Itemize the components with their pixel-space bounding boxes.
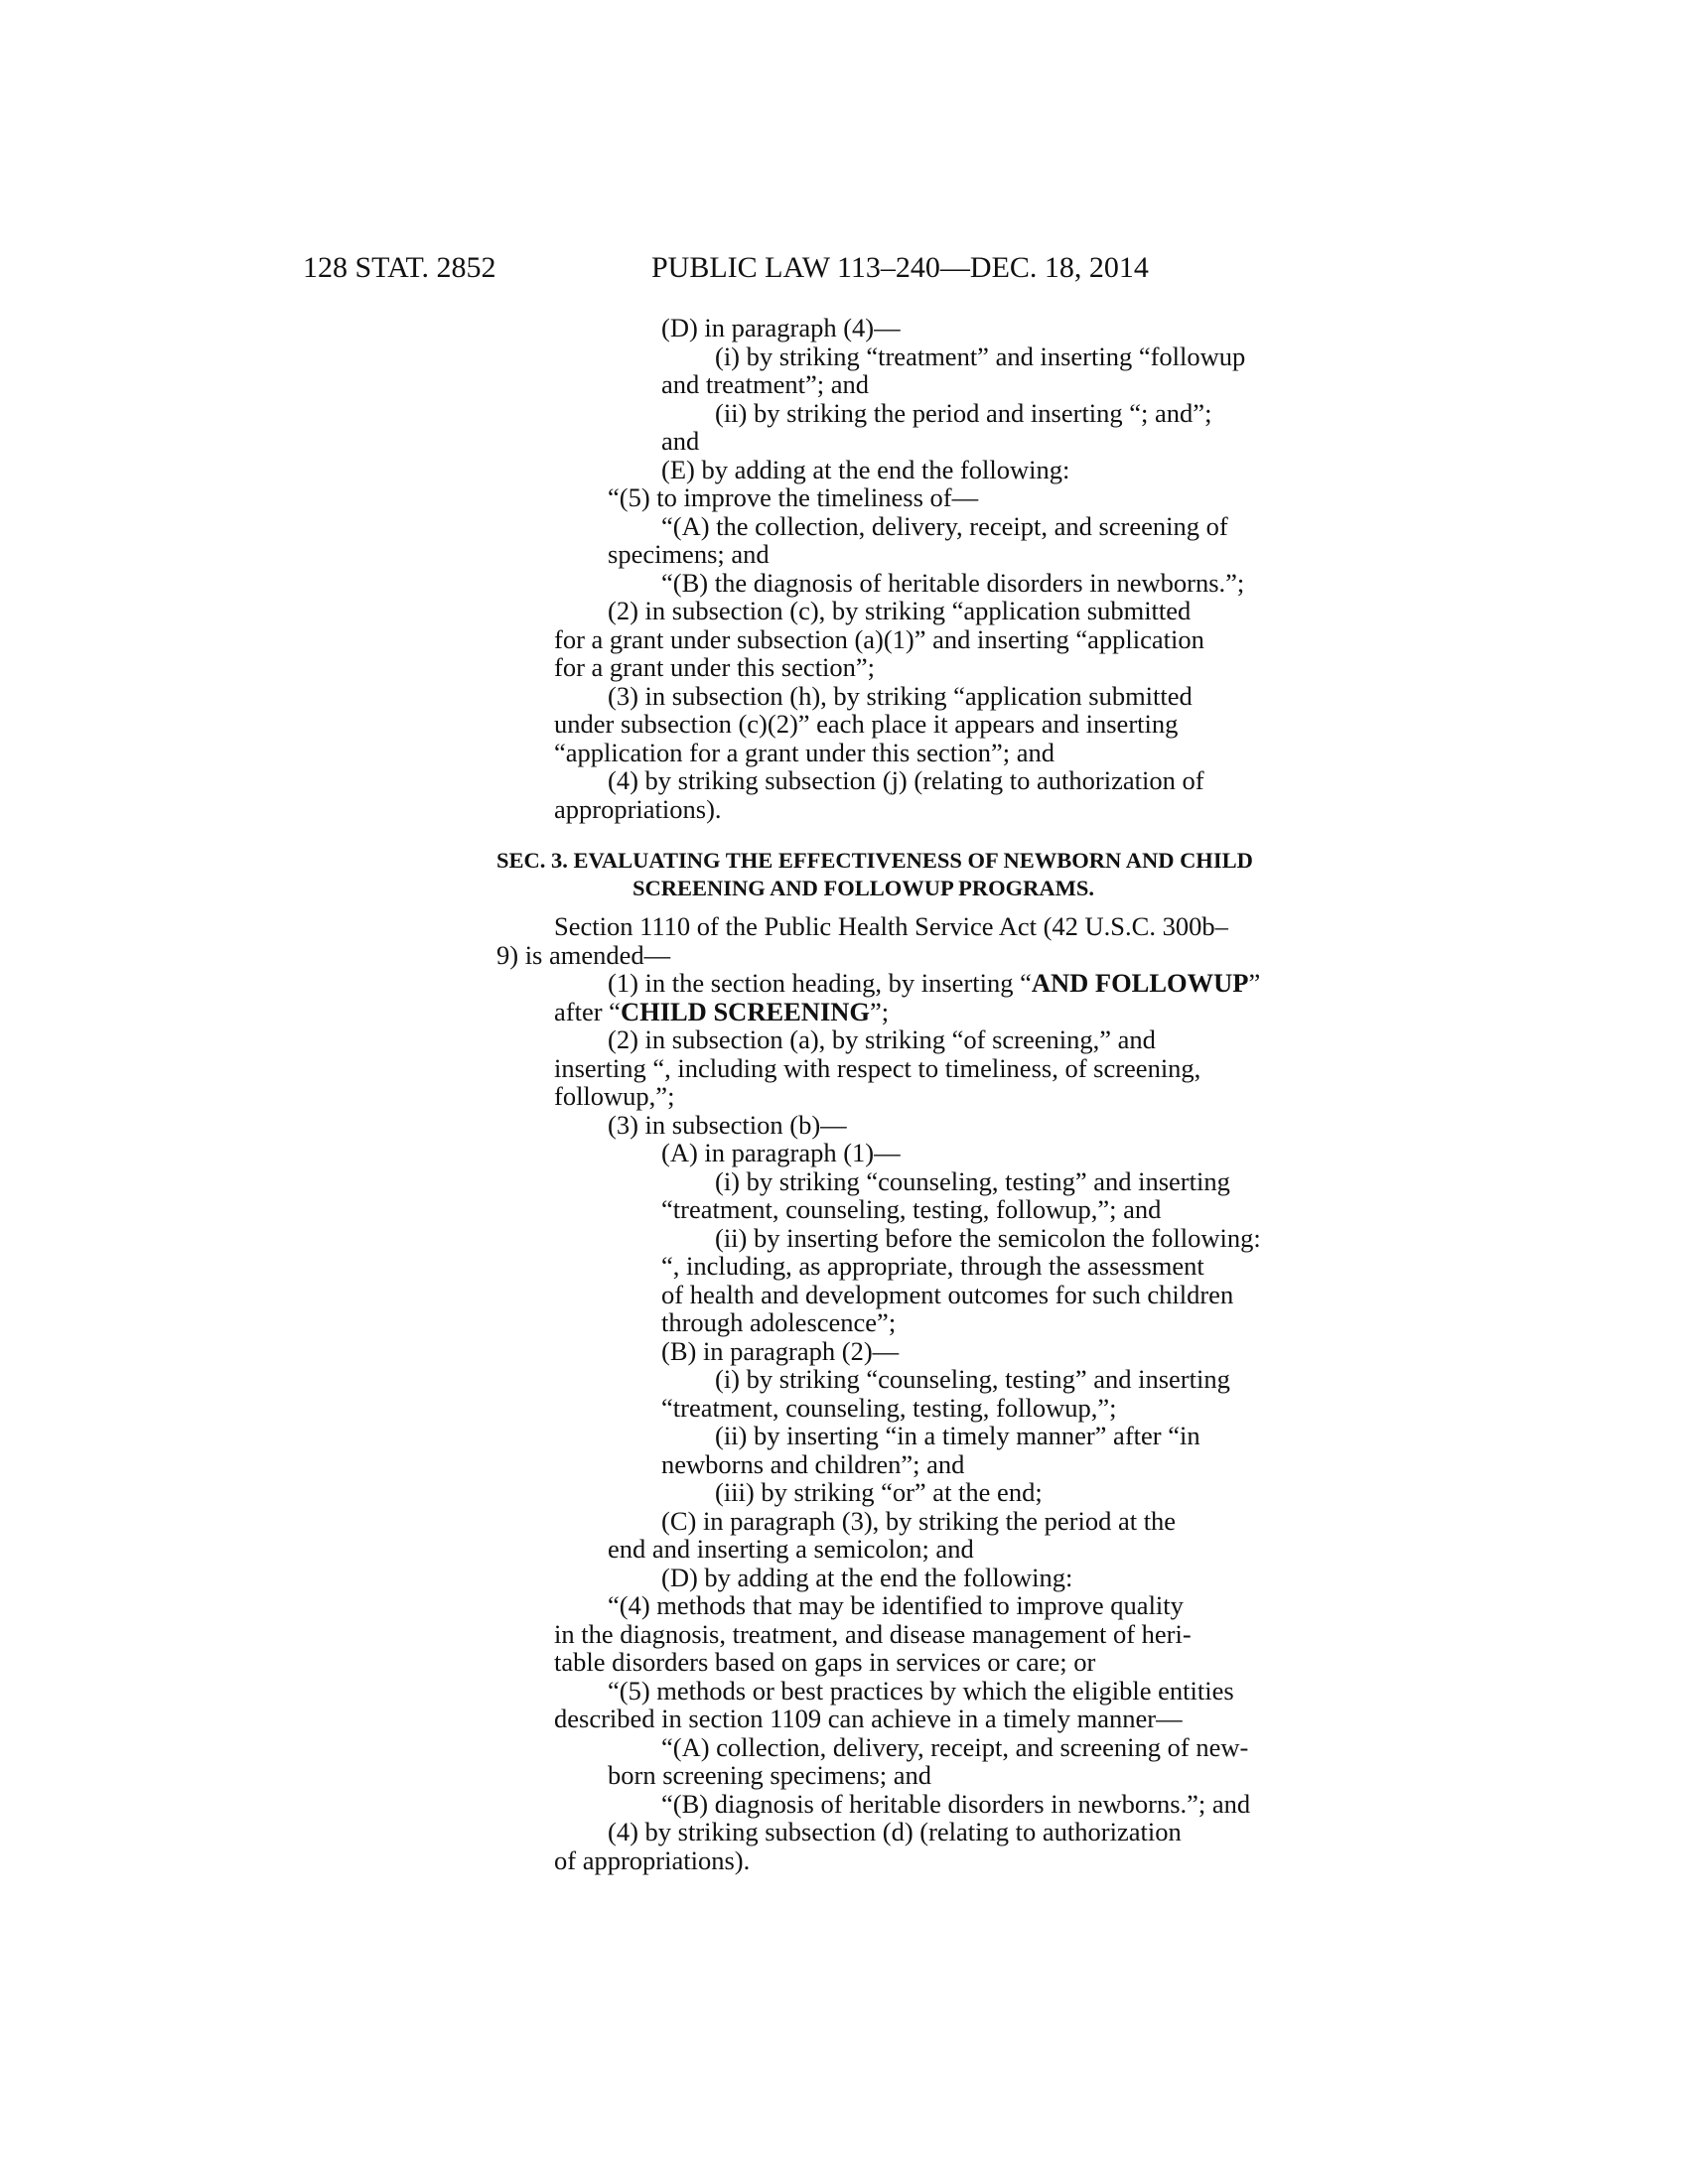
text-line: 9) is amended— (496, 939, 671, 970)
text-line: (2) in subsection (a), by striking “of screening,” and (608, 1024, 1156, 1054)
text-line: appropriations). (554, 793, 722, 824)
text-line: “application for a grant under this section”; and (554, 737, 1055, 767)
text-line: in the diagnosis, treatment, and disease management of heri- (554, 1618, 1192, 1649)
text-line: “treatment, counseling, testing, followup,”; and (661, 1194, 1162, 1224)
text-line: described in section 1109 can achieve in a timely manner— (554, 1704, 1183, 1733)
text-line: (i) by striking “counseling, testing” and inserting (715, 1364, 1230, 1394)
text-line: (D) in paragraph (4)— (661, 313, 901, 342)
text-line: “(B) the diagnosis of heritable disorders in newborns.”; (661, 567, 1245, 598)
text-line: and treatment”; and (661, 369, 869, 399)
text-line: through adolescence”; (661, 1307, 897, 1337)
text-line (496, 969, 1360, 998)
section-heading (496, 847, 1360, 902)
text-line: (iii) by striking “or” at the end; (715, 1477, 1043, 1507)
text-line: “(A) collection, delivery, receipt, and screening of new- (661, 1731, 1249, 1762)
text-line: inserting “, including with respect to timeliness, of screening, (554, 1052, 1201, 1083)
text-line: (4) by striking subsection (j) (relating to authorization of (608, 765, 1204, 795)
text-line: “, including, as appropriate, through the assessment (661, 1251, 1204, 1281)
text-line: “treatment, counseling, testing, followup,”; (661, 1392, 1117, 1423)
public-law-citation: PUBLIC LAW 113–240—DEC. 18, 2014 (651, 251, 1149, 284)
text-line: “(A) the collection, delivery, receipt, and screening of (661, 510, 1228, 541)
text-line: followup,”; (554, 1081, 675, 1111)
text-line: newborns and children”; and (661, 1448, 965, 1479)
text-line: (ii) by striking the period and inserting “; and”; (715, 397, 1212, 428)
text-line: (i) by striking “counseling, testing” and inserting (715, 1165, 1230, 1196)
text-run: after “ (554, 996, 621, 1026)
text-line: for a grant under subsection (a)(1)” and inserting “application (554, 623, 1204, 654)
text-line: end and inserting a semicolon; and (608, 1534, 974, 1564)
text-line: (ii) by inserting “in a timely manner” after “in (715, 1421, 1200, 1450)
text-line: under subsection (c)(2)” each place it appears and inserting (554, 709, 1179, 739)
text-line: specimens; and (608, 539, 770, 569)
text-line: (2) in subsection (c), by striking “application submitted (608, 596, 1192, 625)
text-line: Section 1110 of the Public Health Service Act (42 U.S.C. 300b– (554, 911, 1228, 941)
text-line: (4) by striking subsection (d) (relating to authorization (608, 1817, 1182, 1846)
text-line: for a grant under this section”; (554, 652, 876, 682)
text-run: ”; (870, 996, 890, 1026)
text-line (496, 998, 1360, 1026)
text-run: (1) in the section heading, by inserting “ (608, 968, 1032, 998)
text-line: of health and development outcomes for such children (661, 1279, 1234, 1309)
text-line: (i) by striking “treatment” and inserting “followup (715, 341, 1246, 371)
bold-term: AND FOLLOWUP (1031, 968, 1249, 998)
text-line: (ii) by inserting before the semicolon the following: (715, 1222, 1261, 1253)
text-line: (C) in paragraph (3), by striking the period at the (661, 1505, 1177, 1536)
text-line: (D) by adding at the end the following: (661, 1562, 1073, 1592)
text-line: (A) in paragraph (1)— (661, 1138, 901, 1167)
text-line: “(B) diagnosis of heritable disorders in newborns.”; and (661, 1788, 1251, 1819)
text-line: (E) by adding at the end the following: (661, 454, 1070, 484)
text-line: of appropriations). (554, 1844, 751, 1875)
bold-term: CHILD SCREENING (620, 996, 871, 1026)
text-line: “(5) methods or best practices by which the eligible entities (608, 1675, 1234, 1706)
text-line: born screening specimens; and (608, 1760, 931, 1790)
text-line: table disorders based on gaps in services or care; or (554, 1647, 1096, 1677)
page-header (0, 248, 1688, 288)
text-line: and (661, 426, 700, 456)
text-line: “(4) methods that may be identified to improve quality (608, 1590, 1184, 1620)
section-heading-line: SEC. 3. EVALUATING THE EFFECTIVENESS OF NEWBORN AND CHILD (496, 848, 1253, 873)
text-line: (3) in subsection (b)— (608, 1109, 847, 1140)
document-body (496, 314, 1360, 1874)
text-line: (3) in subsection (h), by striking “application submitted (608, 680, 1193, 711)
text-line: “(5) to improve the timeliness of— (608, 482, 979, 512)
text-run: ” (1248, 968, 1261, 998)
text-line: (B) in paragraph (2)— (661, 1335, 900, 1366)
statute-page-number: 128 STAT. 2852 (303, 251, 496, 284)
section-heading-line: SCREENING AND FOLLOWUP PROGRAMS. (633, 876, 1095, 900)
